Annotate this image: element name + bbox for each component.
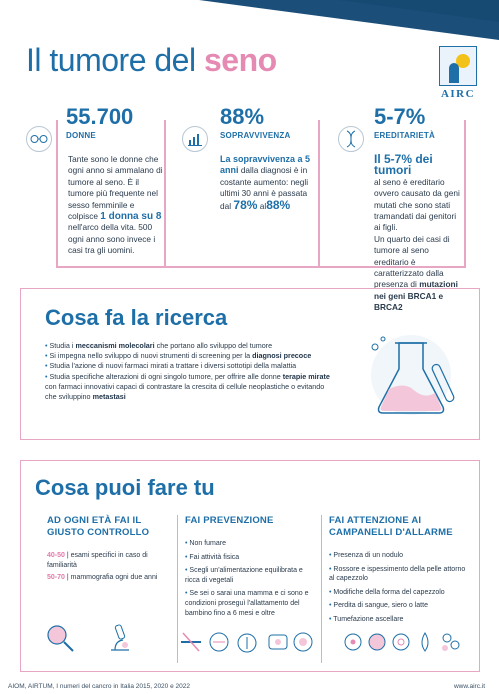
footer-website-link[interactable]: www.airc.it (453, 683, 485, 690)
survival-from-value: 78% (233, 197, 258, 212)
alarms-heading: FAI ATTENZIONE AI CAMPANELLI D'ALLARME (329, 515, 453, 538)
prevention-item: • Fai attività fisica (185, 553, 313, 563)
todo-column-prevention (185, 515, 313, 622)
alarms-list (329, 551, 467, 625)
prevention-icons (179, 629, 319, 660)
prevention-list (185, 539, 313, 618)
alarm-item: • Rossore e ispessimento della pelle attorno al capezzolo (329, 565, 467, 584)
page-title (26, 42, 277, 79)
header-corner-band-dark (339, 0, 499, 22)
prevention-item: • Non fumare (185, 539, 313, 549)
microscope-icon (105, 623, 135, 658)
research-list (45, 341, 335, 402)
women-text-2: nell'arco della vita. 500 ogni anno sono invece i casi tra gli uomini. (68, 222, 156, 256)
airc-logo-mark (439, 46, 477, 86)
airc-logo-text: AIRC (440, 88, 476, 100)
research-title: Cosa fa la ricerca (45, 305, 228, 330)
alarm-item: • Perdita di sangue, siero o latte (329, 601, 467, 611)
heredity-text-1: al seno è ereditario ovvero causato da geni mutati che sono stati tramandati dai genitori ai figli. (374, 176, 460, 233)
todo-column-checks (47, 515, 167, 583)
stat-women-text (68, 154, 164, 257)
eyeglasses-circle-icon (26, 126, 52, 152)
stat-survival-text (220, 154, 312, 212)
alarm-icons (343, 629, 467, 660)
column-divider (321, 515, 322, 663)
survival-to-word: al (259, 200, 267, 211)
stat-women-label: DONNE (66, 131, 96, 140)
alarm-item: • Modifiche della forma del capezzolo (329, 588, 467, 598)
research-item: • Studia specifiche alterazioni di ogni singolo tumore, per offrire alle donne terapie mirate con farmaci innovativi capaci di contrastare la crescita di cellule neoplastiche o evitando che sviluppino metastasi (45, 372, 335, 403)
stat-heredity-label: EREDITARIETÀ (374, 131, 435, 140)
checks-age-2: 50-70 | mammografia ogni due anni (47, 574, 158, 582)
stat-survival-value: 88% (220, 104, 265, 129)
airc-logo[interactable] (439, 46, 477, 100)
stat-heredity-value: 5-7% (374, 104, 426, 129)
figure-icon (449, 63, 459, 83)
alarm-item: • Tumefazione ascellare (329, 615, 467, 625)
checks-age-1: 40-50 | esami specifici in caso di familiarità (47, 552, 148, 569)
title-prefix: Il tumore del (26, 42, 196, 78)
research-item: • Studia i meccanismi molecolari che portano allo sviluppo del tumore (45, 341, 335, 351)
stat-survival-label: SOPRAVVIVENZA (220, 131, 291, 140)
women-text-bold: 1 donna su 8 (100, 211, 162, 223)
survival-to-value: 88% (266, 197, 291, 212)
survival-text-bold: La sopravvivenza a 5 anni (220, 154, 311, 176)
survival-from-word: dal (220, 200, 232, 211)
lab-flask-illustration (361, 323, 461, 423)
magnifier-icon (45, 623, 75, 658)
stat-women-value: 55.700 (66, 104, 134, 129)
prevention-item: • Se sei o sarai una mamma e ci sono e condizioni proseguì l'allattamento del bambino fino a 6 mesi e oltre (185, 589, 313, 618)
prevention-item: • Scegli un'alimentazione equilibrata e ricca di vegetali (185, 566, 313, 585)
what-you-can-do-section (20, 460, 480, 672)
title-accent: seno (203, 42, 277, 78)
checks-heading: AD OGNI ETÀ FAI IL GIUSTO CONTROLLO (47, 515, 150, 538)
footer-source: AIOM, AIRTUM, I numeri del cancro in Italia 2015, 2020 e 2022 (8, 683, 190, 690)
alarm-item: • Presenza di un nodulo (329, 551, 467, 561)
todo-title: Cosa puoi fare tu (35, 475, 215, 500)
column-divider (177, 515, 178, 663)
research-item: • Si impegna nello sviluppo di nuovi strumenti di screening per la diagnosi precoce (45, 351, 335, 361)
todo-column-alarms (329, 515, 467, 629)
heredity-text-2: Un quarto dei casi di tumore al seno ereditario è caratterizzato dalla presenza di (374, 233, 450, 290)
prevention-heading: FAI PREVENZIONE (185, 515, 274, 526)
research-section (20, 288, 480, 440)
research-item: • Studia l'azione di nuovi farmaci mirati a trattare i diversi sottotipi della malattia (45, 361, 335, 371)
women-text-1: Tante sono le donne che ogni anno si ammalano di tumore al seno. È il tumore più frequente nel sesso femminile e colpisce (68, 154, 163, 222)
survival-text-1: dalla diagnosi è in costante aumento: negli ultimi 30 anni è passata (220, 165, 309, 199)
heredity-text-bold: mutazioni nei geni BRCA1 e BRCA2 (374, 279, 458, 313)
heredity-big-text: Il 5-7% dei tumori (374, 152, 433, 178)
